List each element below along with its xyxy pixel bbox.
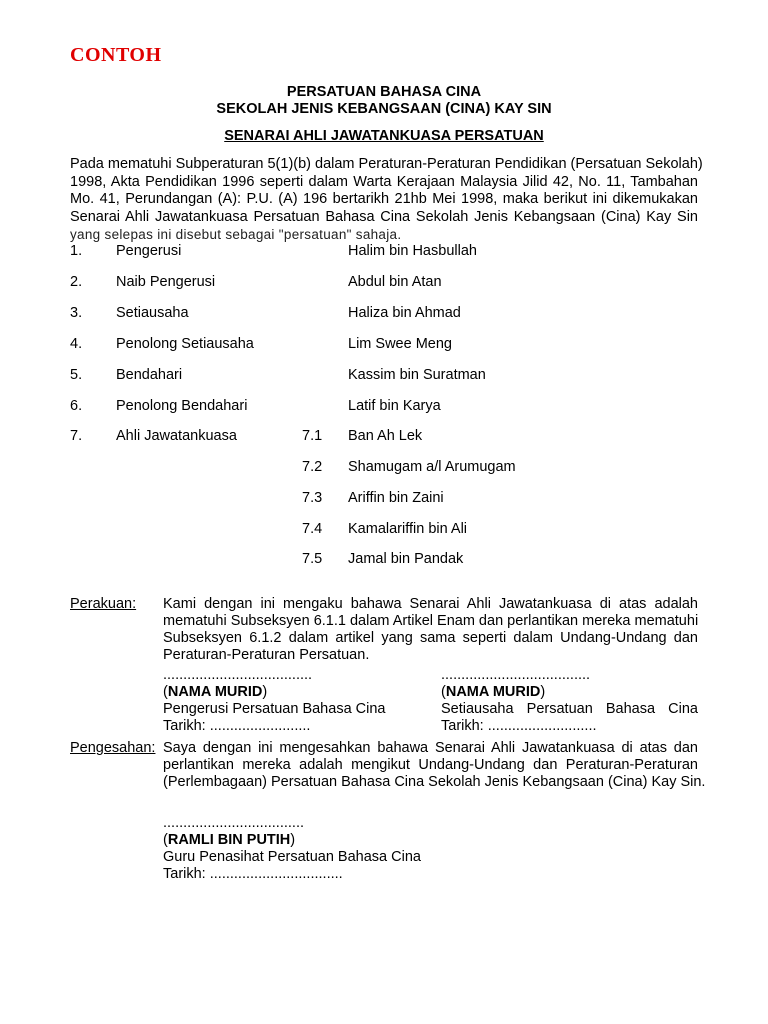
perakuan-line: Kami dengan ini mengaku bahawa Senarai Ahli Jawatankuasa di atas adalah: [163, 596, 698, 612]
row-name: Kamalariffin bin Ali: [348, 521, 468, 537]
row-number: 3.: [70, 305, 83, 321]
row-name: Latif bin Karya: [348, 398, 441, 414]
intro-line: Senarai Ahli Jawatankuasa Persatuan Bahasa Cina Sekolah Jenis Kebangsaan (Cina) Kay Sin: [70, 208, 698, 225]
watermark-contoh: CONTOH: [70, 44, 162, 66]
signatory-date: Tarikh: ...........................: [441, 718, 597, 734]
row-subnumber: 7.1: [302, 428, 323, 444]
row-name: Halim bin Hasbullah: [348, 243, 477, 259]
row-role: Pengerusi: [116, 243, 182, 259]
row-role: Bendahari: [116, 367, 183, 383]
pengesahan-line: Saya dengan ini mengesahkan bahawa Senarai Ahli Jawatankuasa di atas dan: [163, 740, 698, 756]
row-subnumber: 7.2: [302, 459, 323, 475]
signature-advisor: [163, 815, 463, 883]
row-name: Ariffin bin Zaini: [348, 490, 444, 506]
signature-line: .....................................: [441, 667, 591, 683]
intro-paragraph: [70, 156, 703, 244]
perakuan-label: Perakuan:: [70, 596, 137, 612]
row-number: 7.: [70, 428, 83, 444]
row-role: Ahli Jawatankuasa: [116, 428, 237, 444]
pengesahan-line: perlantikan mereka adalah mengikut Undang-Undang dan Peraturan-Peraturan: [163, 757, 698, 773]
row-number: 6.: [70, 398, 83, 414]
signatory-title: Setiausaha Persatuan Bahasa Cina: [441, 701, 698, 717]
intro-line: yang selepas ini disebut sebagai "persatuan" sahaja.: [70, 227, 402, 243]
school-name: SEKOLAH JENIS KEBANGSAAN (CINA) KAY SIN: [216, 101, 552, 117]
pengesahan-line: (Perlembagaan) Persatuan Bahasa Cina Sekolah Jenis Kebangsaan (Cina) Kay Sin.: [163, 774, 706, 790]
signature-chairman: [163, 667, 393, 735]
perakuan-line: mematuhi Subseksyen 6.1.1 dalam Artikel Enam dan perlantikan mereka mematuhi: [163, 613, 699, 629]
intro-line: 1998, Akta Pendidikan 1996 seperti dalam Warta Kerajaan Malaysia Jilid 42, No. 11, Tambahan: [70, 173, 698, 190]
signature-line: .....................................: [163, 667, 313, 683]
advisor-date: Tarikh: .................................: [163, 866, 343, 882]
row-role: Setiausaha: [116, 305, 189, 321]
advisor-title: Guru Penasihat Persatuan Bahasa Cina: [163, 849, 421, 865]
row-role: Penolong Setiausaha: [116, 336, 254, 352]
perakuan-text: [163, 596, 698, 664]
row-number: 5.: [70, 367, 83, 383]
perakuan-line: Peraturan-Peraturan Persatuan.: [163, 647, 370, 663]
signatory-name: (NAMA MURID): [441, 684, 546, 700]
signature-line: ...................................: [163, 815, 304, 831]
row-role: Naib Pengerusi: [116, 274, 216, 290]
row-name: Abdul bin Atan: [348, 274, 442, 290]
intro-line: Mo. 41, Perundangan (A): P.U. (A) 196 bertarikh 21hb Mei 1998, maka berikut ini dikemukakan: [70, 191, 698, 208]
intro-line: Pada mematuhi Subperaturan 5(1)(b) dalam Peraturan-Peraturan Pendidikan (Persatuan Sekolah): [70, 156, 703, 172]
signatory-date: Tarikh: .........................: [163, 718, 311, 734]
pengesahan-text: [163, 740, 706, 791]
row-name: Kassim bin Suratman: [348, 367, 486, 383]
signatory-name: (NAMA MURID): [163, 684, 268, 700]
row-role: Penolong Bendahari: [116, 398, 248, 414]
row-subnumber: 7.5: [302, 551, 323, 567]
row-subnumber: 7.4: [302, 521, 323, 537]
perakuan-line: Subseksyen 6.1.2 dalam artikel yang sama seperti dalam Undang-Undang dan: [163, 630, 698, 646]
row-name: Shamugam a/l Arumugam: [348, 459, 516, 475]
signature-secretary: [441, 667, 698, 735]
association-name: PERSATUAN BAHASA CINA: [286, 84, 482, 100]
row-number: 1.: [70, 243, 83, 259]
advisor-name: (RAMLI BIN PUTIH): [163, 832, 296, 848]
signatory-title: Pengerusi Persatuan Bahasa Cina: [163, 701, 386, 717]
row-number: 4.: [70, 336, 83, 352]
row-subnumber: 7.3: [302, 490, 323, 506]
row-name: Haliza bin Ahmad: [348, 305, 461, 321]
document-title: SENARAI AHLI JAWATANKUASA PERSATUAN: [224, 128, 544, 144]
row-name: Lim Swee Meng: [348, 336, 452, 352]
row-name: Ban Ah Lek: [348, 428, 423, 444]
row-number: 2.: [70, 274, 83, 290]
pengesahan-label: Pengesahan:: [70, 740, 156, 756]
row-name: Jamal bin Pandak: [348, 551, 464, 567]
